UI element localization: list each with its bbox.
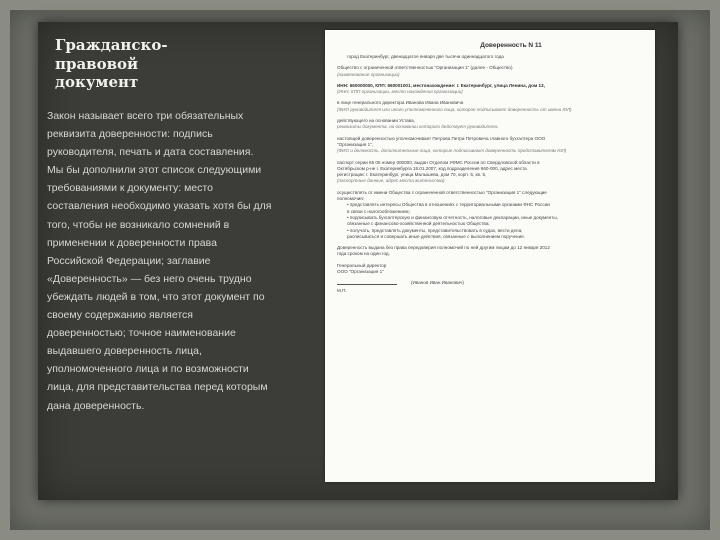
document-line: Генеральный директор <box>337 262 387 268</box>
document-line: (паспортные данные, адрес места жительства) <box>337 178 445 184</box>
document-line: • получать, представлять документы, представительствовать в судах, вести дела; <box>347 227 523 233</box>
document-line: в связи с налогообложением; <box>347 208 410 214</box>
document-line: года сроком на один год. <box>337 251 390 257</box>
document-line: расписываться и совершать иные действия, связанные с выполнением поручения. <box>347 233 525 239</box>
signature-row <box>337 279 645 285</box>
document-line: (наименование организации) <box>337 71 400 77</box>
document-line: в лице генерального директора Иванова Ивана Ивановича <box>337 100 464 106</box>
document-line: связанные с финансово-хозяйственной деятельностью Общества; <box>347 221 490 227</box>
power-of-attorney-document-image <box>325 30 655 482</box>
document-line: осуществлять от имени Общества с ограниченной ответственностью "Организация 1" следующие <box>337 189 547 195</box>
document-line: ИНН: 660000000, КПП: 660001001, местонахождение: г. Екатеринбург, улица Ленина, дом 13, <box>337 82 545 88</box>
document-line: • представлять интересы Общества в отношениях с территориальными органами ФНС России <box>347 202 550 208</box>
document-line: (ИНН, КПП организации, место нахождения организации) <box>337 89 463 95</box>
signature-line <box>337 279 397 285</box>
document-line: город Екатеринбург, двенадцатое января две тысячи одиннадцатого года <box>347 54 504 59</box>
stamp-mark: М.П. <box>337 288 347 294</box>
document-line: настоящей доверенностью уполномочивает Петрова Петра Петровича главного бухгалтера ООО <box>337 135 546 141</box>
document-title: Доверенность N 11 <box>480 42 542 49</box>
document-line: Общество с ограниченной ответственностью "Организация 1" (далее - Общество) <box>337 65 513 71</box>
document-lines <box>337 54 645 275</box>
document-line: полномочия: <box>337 196 365 202</box>
slide-title: Гражданско-правовой документ <box>55 36 168 91</box>
document-line: действующего на основании Устава, <box>337 118 415 124</box>
document-line: регистрации: г. Екатеринбург, улица Малышева, дом 70, корп. 5, кв. 5, <box>337 172 487 178</box>
document-line: (ФИО и должность, дополнительные лица, которые подписывают доверенность представителям ЮЛ) <box>337 148 567 154</box>
document-line: паспорт серии 65 05 номер 000000, выдан Отделом УФМС России по Свердловской области в <box>337 159 540 165</box>
signatory-name: (Иванов Иван Иванович) <box>411 280 464 286</box>
document-content <box>337 42 645 295</box>
document-line: Октябрьском р-не г. Екатеринбурга 15.01.2007, код подразделения 660-000, адрес места <box>337 165 527 171</box>
document-line: реквизиты документа, на основании которого действует руководитель <box>337 124 498 130</box>
document-line: (ФИО руководителя или иного уполномоченного лица, которое подписывает доверенность от имени ЮЛ) <box>337 106 572 112</box>
document-line: • подписывать бухгалтерскую и финансовую отчетность, налоговые декларации, иные документы, <box>347 214 558 220</box>
document-line: Доверенность выдана без права передоверия полномочий по ней другим лицам до 12 января 2012 <box>337 245 550 251</box>
document-line: ООО "Организация 1" <box>337 269 384 275</box>
document-line: "Организация 1", <box>337 141 374 147</box>
slide-body-text: Закон называет всего три обязательных реквизита доверенности: подпись руководителя, печать и дата составления. Мы бы дополнили этот список следующими требованиями к документу: место составления необходимо указать хотя бы для того, чтобы не возникало сомнений в применении к доверенности права Российской Федерации; заглавие «Доверенность» — без него очень трудно убеждать людей в том, что этот документ по своему содержанию является доверенностью; точное наименование выдавшего доверенность лица, уполномоченного лица и по возможности лица, для представительства перед которым дана доверенность. <box>47 110 272 412</box>
